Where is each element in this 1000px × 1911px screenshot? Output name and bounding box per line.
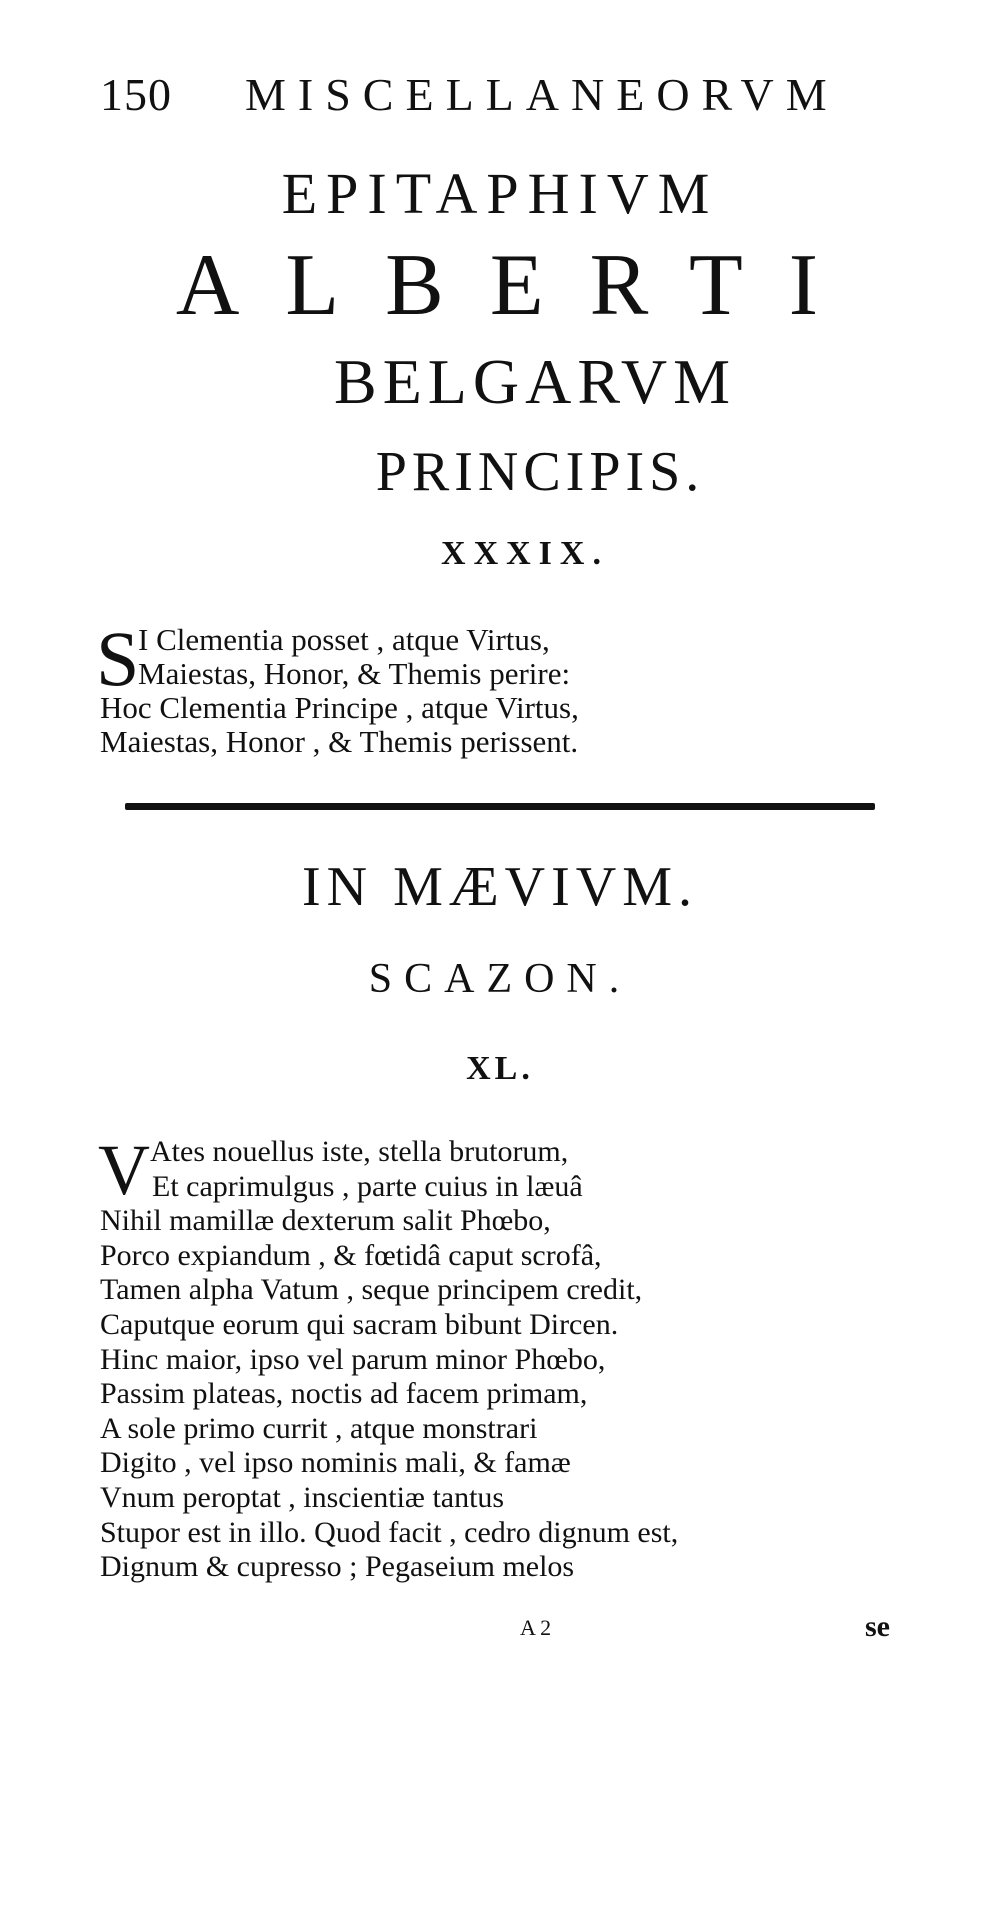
verse-line: Tamen alpha Vatum , seque principem credit, [100, 1273, 643, 1307]
verse-line: Dignum & cupresso ; Pegaseium melos [100, 1550, 575, 1584]
verse-line: Maiestas, Honor, & Themis perire: [138, 656, 571, 691]
verse-line: Hoc Clementia Principe , atque Virtus, [100, 690, 579, 725]
verse-line: Nihil mamillæ dexterum salit Phœbo, [100, 1204, 551, 1238]
poem-verse [98, 1130, 900, 1585]
verse-line: Caputque eorum qui sacram bibunt Dircen. [100, 1307, 619, 1341]
running-title: MISCELLANEORVM [245, 69, 839, 120]
verse-line: Et caprimulgus , parte cuius in læuâ [152, 1169, 583, 1203]
catchword: se [865, 1610, 890, 1643]
poem-subtitle: SCAZON. [368, 956, 632, 1002]
epitaph-title-line-1: EPITAPHIVM [281, 161, 719, 226]
running-head [100, 68, 860, 128]
verse-line: Passim plateas, noctis ad facem primam, [100, 1377, 588, 1411]
epitaph-title-line-2: ALBERTI [175, 237, 865, 334]
epitaph-title-line-4: PRINCIPIS. [375, 441, 705, 503]
drop-cap: S [96, 615, 140, 702]
verse-line: Maiestas, Honor , & Themis perissent. [100, 724, 579, 759]
verse-line: Stupor est in illo. Quod facit , cedro dignum est, [100, 1515, 679, 1549]
epitaph-title-line-3: BELGARVM [334, 346, 736, 417]
verse-line: I Clementia posset , atque Virtus, [138, 622, 550, 657]
poem-title: IN MÆVIVM. [302, 856, 698, 918]
signature-mark: A 2 [520, 1615, 552, 1640]
poem-number: XL. [466, 1050, 534, 1087]
section-divider [125, 803, 875, 810]
verse-line: Hinc maior, ipso vel parum minor Phœbo, [100, 1342, 606, 1376]
epitaph-number: XXXIX. [441, 535, 609, 572]
verse-line: A sole primo currit , atque monstrari [100, 1411, 538, 1445]
verse-line: Porco expiandum , & fœtidâ caput scrofâ, [100, 1238, 602, 1272]
verse-line: Ates nouellus iste, stella brutorum, [150, 1135, 569, 1168]
verse-line: Vnum peroptat , inscientiæ tantus [100, 1480, 505, 1514]
verse-line: Digito , vel ipso nominis mali, & famæ [100, 1446, 571, 1480]
epitaph-verse [96, 615, 900, 759]
drop-cap: V [98, 1130, 150, 1210]
page-number: 150 [100, 69, 172, 120]
